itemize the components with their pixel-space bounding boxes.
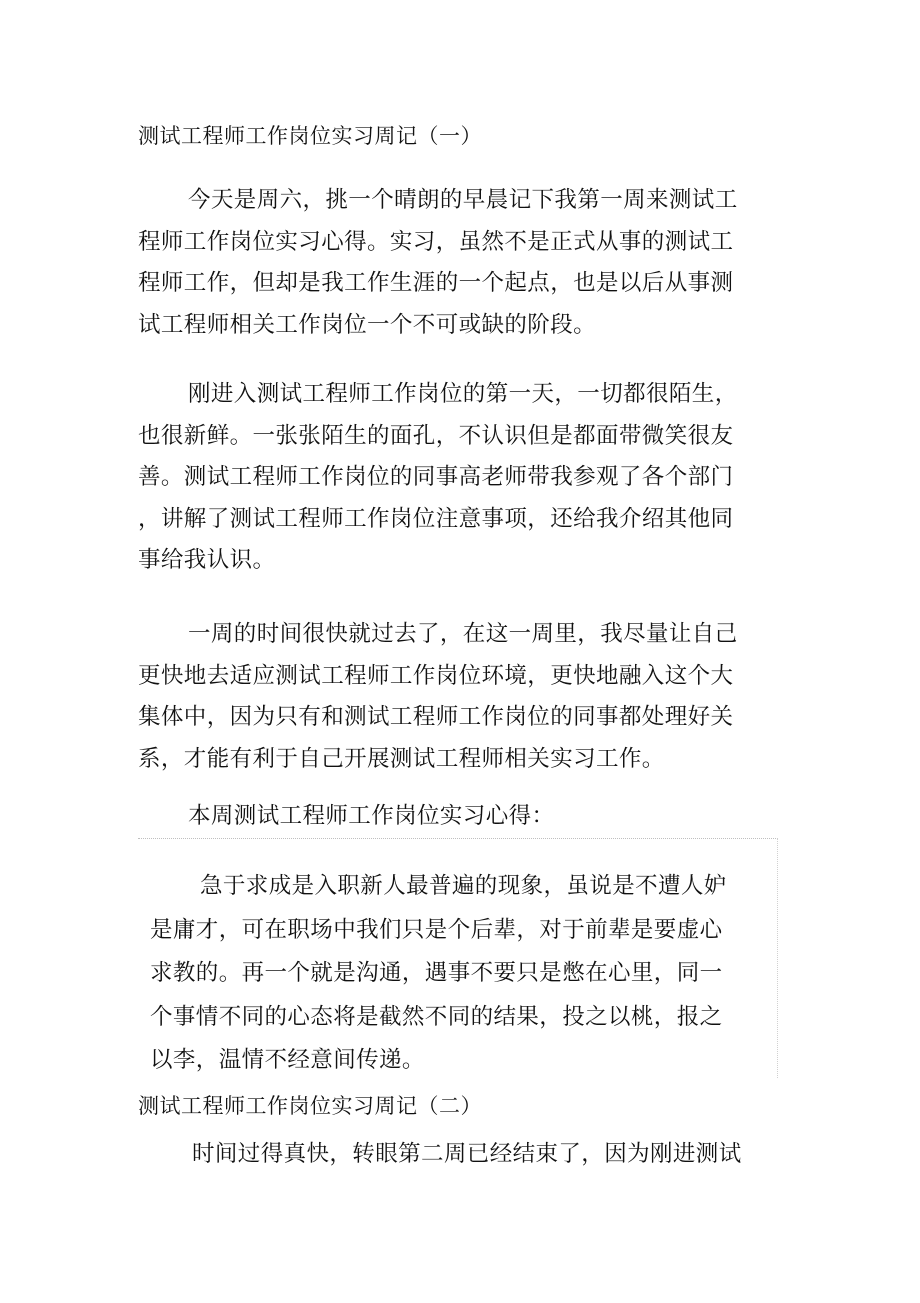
week1-paragraph-2 (138, 374, 738, 582)
reflection-text (150, 865, 727, 1083)
text-line: 事给我认识。 (138, 547, 276, 573)
text-line: 更快地去适应测试工程师工作岗位环境，更快地融入这个大 (138, 662, 734, 689)
text-line: 系，才能有利于自己开展测试工程师相关实习工作。 (138, 745, 665, 772)
text-line: 集体中，因为只有和测试工程师工作岗位的同事都处理好关 (138, 704, 734, 730)
week2-paragraph-1 (138, 1134, 742, 1176)
text-line: 本周测试工程师工作岗位实习心得： (188, 803, 555, 829)
week1-paragraph-1 (138, 180, 738, 346)
text-line: 以李，温情不经意间传递。 (150, 1047, 425, 1073)
text-line: 程师工作岗位实习心得。实习，虽然不是正式从事的测试工 (138, 228, 734, 255)
text-line: 一周的时间很快就过去了，在这一周里，我尽量让自己 (188, 621, 738, 647)
text-line: 善。测试工程师工作岗位的同事高老师带我参观了各个部门 (138, 464, 734, 490)
text-line: 求教的。再一个就是沟通，遇事不要只是憋在心里，同一 (150, 960, 723, 986)
text-line: 急于求成是入职新人最普遍的现象，虽说是不遭人妒 (200, 873, 727, 899)
text-line: 试工程师相关工作岗位一个不可或缺的阶段。 (138, 311, 597, 338)
week1-paragraph-3 (138, 614, 738, 780)
text-line: ，讲解了测试工程师工作岗位注意事项，还给我介绍其他同 (138, 505, 734, 532)
week1-paragraph-4 (138, 796, 738, 838)
text-line: 今天是周六，挑一个晴朗的早晨记下我第一周来测试工 (188, 187, 738, 213)
text-line: 刚进入测试工程师工作岗位的第一天，一切都很陌生， (188, 381, 738, 407)
text-line: 时间过得真快，转眼第二周已经结束了，因为刚进测试 (192, 1141, 742, 1167)
text-line: 程师工作，但却是我工作生涯的一个起点，也是以后从事测 (138, 270, 734, 296)
text-line: 是庸才，可在职场中我们只是个后辈，对于前辈是要虚心 (150, 916, 723, 943)
text-line: 也很新鲜。一张张陌生的面孔，不认识但是都面带微笑很友 (138, 422, 734, 449)
week1-title: 测试工程师工作岗位实习周记（一） (138, 124, 482, 148)
reflection-box (138, 838, 778, 1078)
week2-title: 测试工程师工作岗位实习周记（二） (138, 1094, 482, 1118)
text-line: 个事情不同的心态将是截然不同的结果，投之以桃，报之 (150, 1003, 723, 1030)
